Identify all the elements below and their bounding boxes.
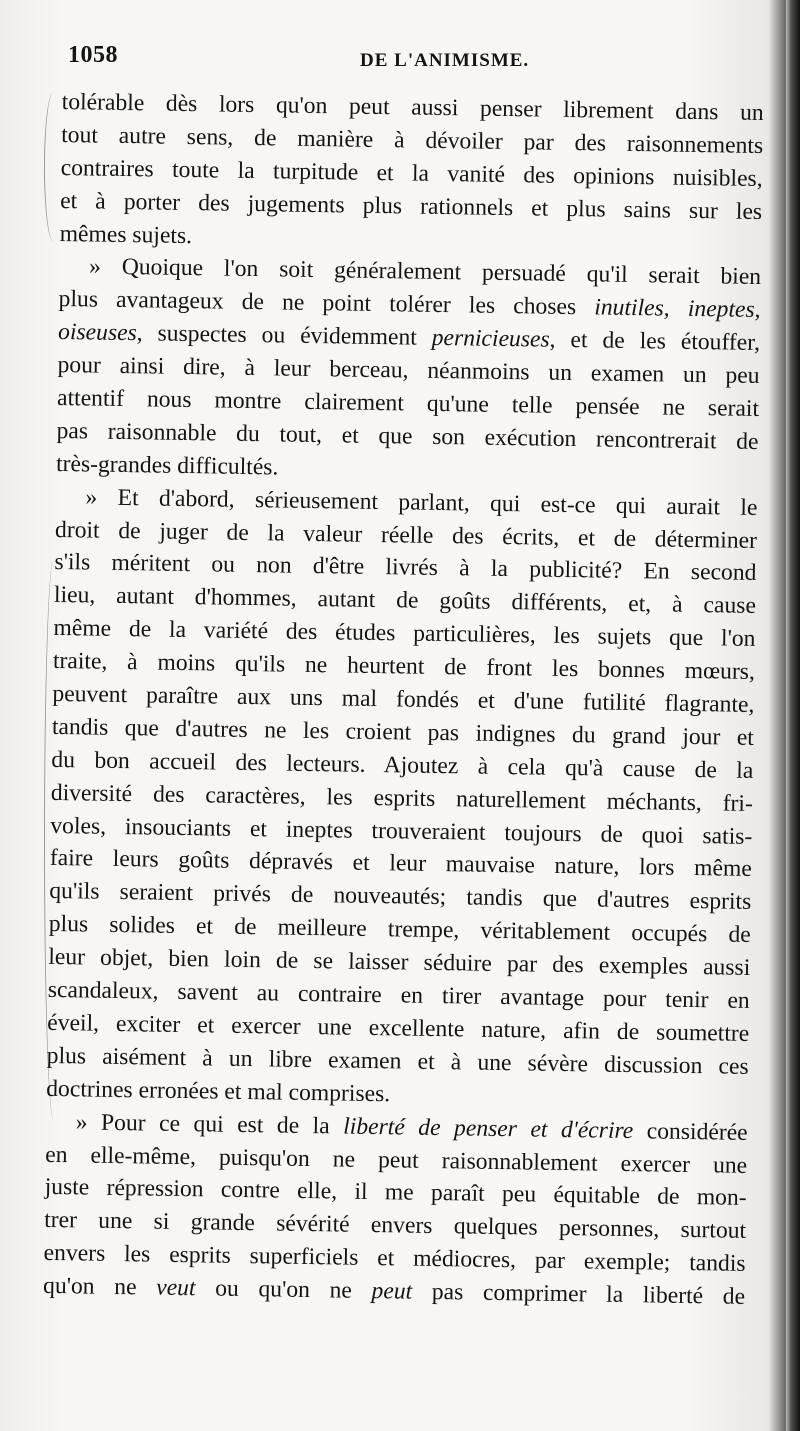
text-segment: pas comprimer la liberté de <box>411 1278 746 1310</box>
text-segment: plus avantageux de ne point tolérer les choses <box>58 286 595 321</box>
body-text <box>43 86 764 1314</box>
text-segment: juste répression contre elle, il me paraît peu équitable de mon- <box>44 1174 747 1212</box>
text-segment: plus solides et de meilleure trempe, véritablement occupés de <box>48 911 751 949</box>
italic-phrase: pernicieuses <box>431 325 550 353</box>
text-segment: doctrines erronées et mal comprises. <box>46 1075 391 1107</box>
text-segment: faire leurs goûts dépravés et leur mauvaise nature, lors même <box>49 845 752 883</box>
text-segment: , et de les étouffer, <box>549 326 761 357</box>
text-segment: contraires toute la turpitude et la vanité des opinions nuisibles, <box>60 154 763 192</box>
text-segment: voles, insouciants et ineptes trouveraient toujours de quoi satis- <box>50 812 753 850</box>
text-segment: attentif nous montre clairement qu'une telle pensée ne serait <box>56 384 760 423</box>
text-segment: droit de juger de la valeur réelle des écrits, et de déterminer <box>54 516 758 554</box>
text-segment: qu'ils seraient privés de nouveautés; tandis que d'autres esprits <box>49 878 752 916</box>
text-segment: tandis que d'autres ne les croient pas indignes du grand jour et <box>51 713 755 751</box>
text-segment: » Et d'abord, sérieusement parlant, qui est-ce qui aurait le <box>85 484 758 521</box>
text-segment: envers les esprits superficiels et médiocres, par exemple; tandis <box>43 1240 746 1278</box>
text-segment: tolérable dès lors qu'on peut aussi penser librement dans un <box>61 88 764 127</box>
italic-phrase: inutiles, ineptes, <box>594 294 761 324</box>
page-number: 1058 <box>68 42 118 68</box>
text-segment: , suspectes ou évidemment <box>136 320 432 352</box>
text-segment: traite, à moins qu'ils ne heurtent de front les bonnes mœurs, <box>52 648 756 686</box>
text-segment: trer une si grande sévérité envers quelques personnes, surtout <box>43 1207 747 1245</box>
italic-phrase: veut <box>156 1274 196 1302</box>
text-segment: leur objet, bien loin de se laisser séduire par des exemples aussi <box>48 944 751 982</box>
text-segment: tout autre sens, de manière à dévoiler par des raisonnements <box>61 121 764 159</box>
text-segment: scandaleux, savent au contraire en tirer avantage pour tenir en <box>47 976 750 1014</box>
text-segment: ou qu'on ne <box>195 1275 372 1305</box>
running-head: DE L'ANIMISME. <box>360 50 530 71</box>
text-segment: peuvent paraître aux uns mal fondés et d'une futilité flagrante, <box>52 680 755 718</box>
text-segment: considérée <box>633 1117 748 1146</box>
text-segment: » Pour ce qui est de la <box>75 1108 344 1140</box>
text-segment: diversité des caractères, les esprits naturellement méchants, fri- <box>50 779 754 817</box>
text-segment: et à porter des jugements plus rationnels et plus sains sur les <box>59 187 763 225</box>
text-segment: éveil, exciter et exercer une excellente nature, afin de soumettre <box>47 1009 750 1047</box>
italic-phrase: oiseuses <box>57 319 137 347</box>
italic-phrase: peut <box>371 1278 413 1305</box>
page-header <box>68 42 768 82</box>
text-segment: même de la variété des études particulières, les sujets que l'on <box>53 615 756 653</box>
text-segment: plus aisément à un libre examen et à une sévère discussion ces <box>46 1042 749 1080</box>
italic-phrase: liberté de penser et d'écrire <box>342 1113 634 1144</box>
text-segment: très-grandes difficultés. <box>55 450 279 481</box>
text-segment: du bon accueil des lecteurs. Ajoutez à cela qu'à cause de la <box>51 746 754 784</box>
text-segment: s'ils méritent ou non d'être livrés à la publicité? En second <box>54 549 757 587</box>
text-segment: lieu, autant d'hommes, autant de goûts différents, et, à cause <box>53 582 757 620</box>
text-segment: qu'on ne <box>42 1272 157 1301</box>
text-segment: mêmes sujets. <box>59 220 193 249</box>
text-segment: pour ainsi dire, à leur berceau, néanmoins un examen un peu <box>57 352 760 390</box>
text-segment: en elle-même, puisqu'on ne peut raisonnablement exercer une <box>45 1141 748 1179</box>
text-segment: pas raisonnable du tout, et que son exécution rencontrerait de <box>56 417 759 455</box>
text-segment: » Quoique l'on soit généralement persuadé qu'il serait bien <box>88 253 762 291</box>
page-edge-shadow <box>786 0 800 1431</box>
